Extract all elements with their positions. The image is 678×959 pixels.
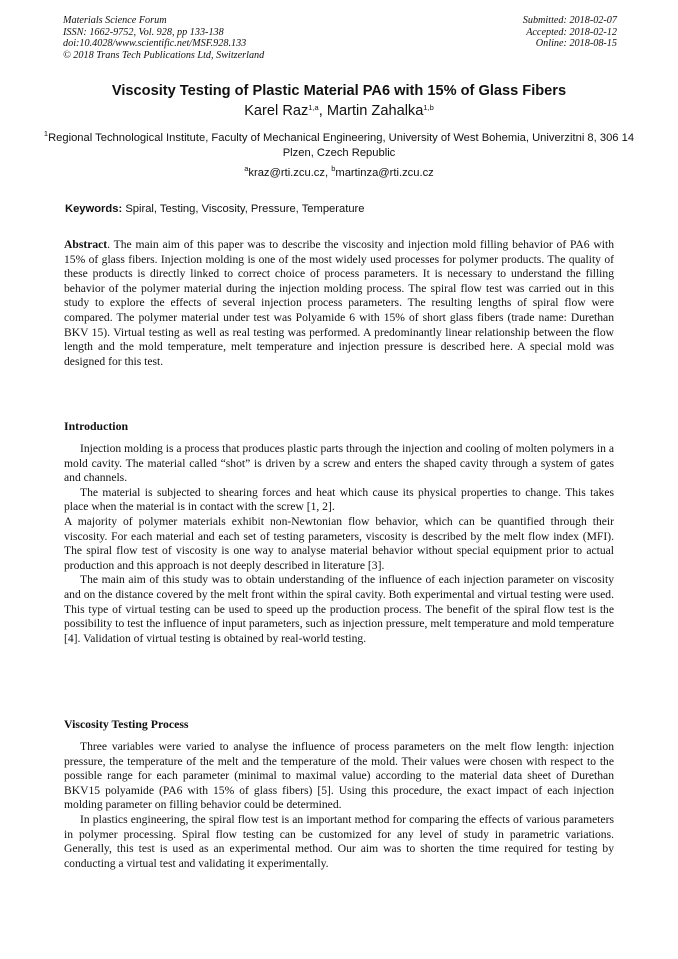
journal-doi[interactable]: doi:10.4028/www.scientific.net/MSF.928.133 <box>63 38 247 50</box>
author-superscript: 1,b <box>423 103 434 112</box>
paragraph: The main aim of this study was to obtain understanding of the influence of each injection parameter on viscosity and on the distance covered by the melt front within the spiral cavity. Both experimental and virtual testing were used. This type of virtual testing can be used to speed up the production process. The benefit of the spiral flow test is the possibility to test the influence of input parameters, such as injection pressure, melt temperature and mold temperature [4]. Validation of virtual testing is obtained by real-world testing. <box>64 573 614 645</box>
affiliation-superscript: 1 <box>43 129 49 138</box>
affiliation-text: Regional Technological Institute, Faculty of Mechanical Engineering, University of West Bohemia, Univerzitni 8, 306 14 Plzen, Czech Republic <box>48 132 635 159</box>
submitted-date: Submitted: 2018-02-07 <box>522 15 617 26</box>
author-emails <box>0 164 678 179</box>
journal-header-right <box>523 15 617 50</box>
author-name: Karel Raz <box>244 103 309 119</box>
author-separator: , <box>318 103 327 119</box>
abstract-label: Abstract <box>64 238 108 251</box>
author-superscript: 1,a <box>308 103 319 112</box>
section-heading-viscosity-testing: Viscosity Testing Process <box>64 717 189 731</box>
email-address[interactable]: kraz@rti.zcu.cz <box>248 167 325 179</box>
paragraph: The material is subjected to shearing forces and heat which cause its physical properties to change. This takes place when the material is in contact with the screw [1, 2]. <box>64 485 614 514</box>
abstract-text: . The main aim of this paper was to describe the viscosity and injection mold filling behavior of PA6 with 15% of glass fibers. Injection molding is one of the most widely used processes for polymer products. The quality of these products is directly linked to correct choice of process parameters. It is necessary to understand the filling behavior of the polymer material during the injection molding process. The spiral flow test was carried out in this study to explore the effects of several injection process parameters. The resulting lengths of spiral flow were compared. The polymer material under test was Polyamide 6 with 15% of short glass fibers (trade name: Durethan BKV 15). Virtual testing as well as real testing was performed. A predominantly linear relationship between the flow length and the mold temperature, melt temperature and injection pressure is described here. A special mold was designed for this test. <box>64 238 614 368</box>
accepted-date: Accepted: 2018-02-12 <box>526 26 617 38</box>
introduction-section <box>64 442 614 646</box>
section-heading-introduction: Introduction <box>64 419 129 433</box>
email-separator: , <box>325 167 332 179</box>
email-address[interactable]: martinza@rti.zcu.cz <box>335 167 434 179</box>
keywords-text: Spiral, Testing, Viscosity, Pressure, Temperature <box>125 203 365 215</box>
paragraph: Injection molding is a process that produces plastic parts through the injection and cooling of molten polymers in a mold cavity. The material called “shot” is driven by a screw and enters the shaped cavity through a system of gates and channels. <box>64 442 614 485</box>
email-superscript: b <box>331 164 336 173</box>
abstract <box>64 238 614 369</box>
paper-title: Viscosity Testing of Plastic Material PA6 with 15% of Glass Fibers <box>111 83 567 99</box>
keywords <box>65 203 617 215</box>
email-superscript: a <box>244 164 249 173</box>
paragraph: A majority of polymer materials exhibit non-Newtonian flow behavior, which can be quantified through their viscosity. For each material and each set of testing parameters, viscosity is described by the melt flow index (MFI). The spiral flow test of viscosity is one way to analyse material behavior without special equipment prior to actual production and this approach is not deeply described in literature [3]. <box>64 514 614 572</box>
paragraph: In plastics engineering, the spiral flow test is an important method for comparing the effects of various parameters in polymer processing. Spiral flow testing can be customized for any level of study in parametric variations. Generally, this test is used as an experimental method. Our aim was to shorten the time required for testing by conducting a virtual test and validating it experimentally. <box>64 812 614 870</box>
paragraph: Three variables were varied to analyse the influence of process parameters on the melt flow length: injection pressure, the temperature of the melt and the temperature of the mold. Their values were chosen with respect to the possible range for each parameter (minimal to maximal value) according to the material data sheet of Durethan BKV15 polyamide (PA6 with 15% of glass fibers) [5]. Using this procedure, the exact impact of each injection molding parameter on filling behavior could be determined. <box>64 740 614 812</box>
keywords-label: Keywords: <box>65 203 123 215</box>
online-date: Online: 2018-08-15 <box>535 38 617 50</box>
journal-issn: ISSN: 1662-9752, Vol. 928, pp 133-138 <box>63 26 224 38</box>
author-name: Martin Zahalka <box>326 103 424 119</box>
viscosity-testing-section <box>64 740 614 871</box>
journal-copyright: © 2018 Trans Tech Publications Ltd, Switzerland <box>63 49 265 61</box>
affiliation <box>40 131 638 160</box>
journal-name: Materials Science Forum <box>63 15 167 26</box>
journal-header-left <box>63 15 264 61</box>
abstract-paragraph <box>64 238 614 369</box>
author-list <box>0 103 678 119</box>
